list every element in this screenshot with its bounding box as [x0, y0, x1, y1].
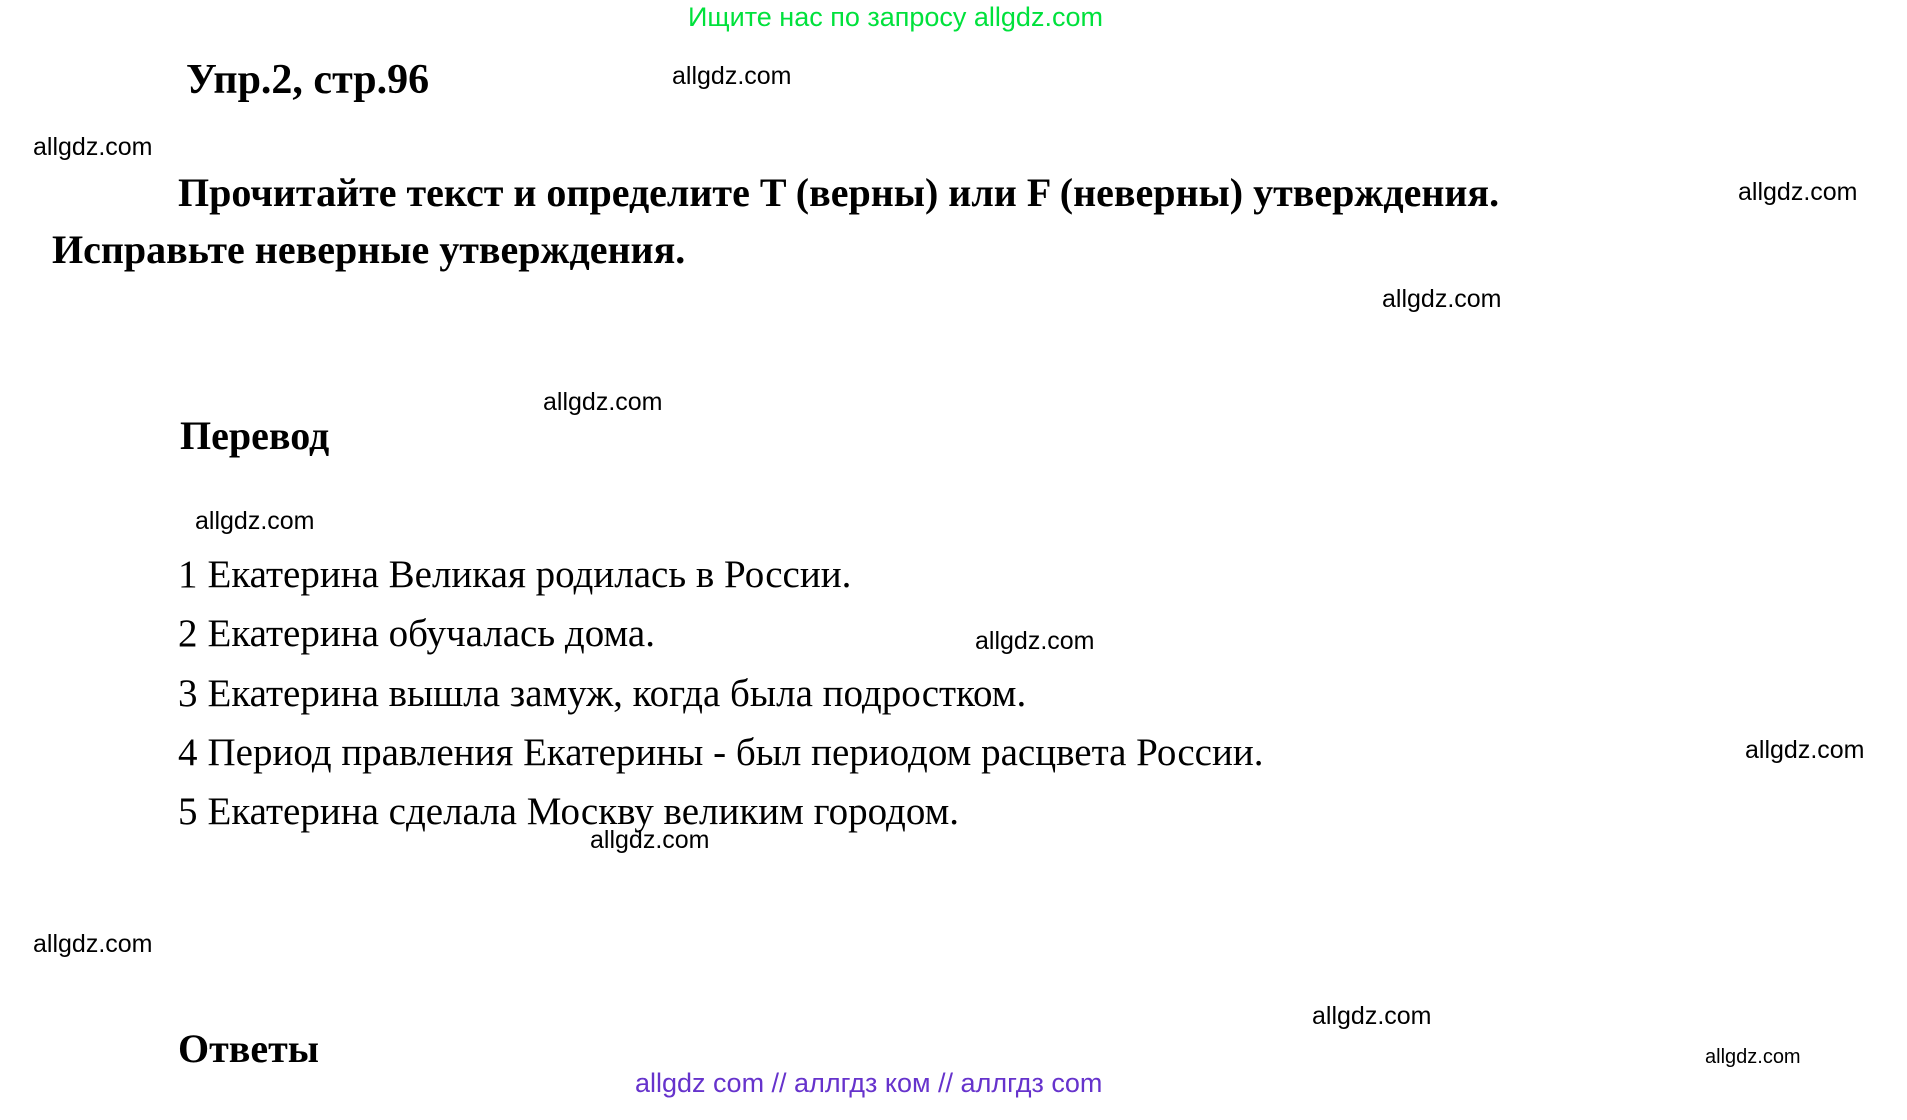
- list-item: [52, 545, 1612, 604]
- watermark: allgdz.com: [975, 627, 1095, 655]
- watermark: allgdz.com: [33, 930, 153, 958]
- translation-heading: Перевод: [180, 413, 330, 458]
- list-item-text: Екатерина обучалась дома.: [207, 612, 655, 656]
- list-item-number: 1: [178, 553, 198, 596]
- list-item-text: Период правления Екатерины - был периодом расцвета России.: [207, 730, 1264, 774]
- watermark: allgdz.com: [1382, 285, 1502, 313]
- promo-banner-top: Ищите нас по запросу allgdz.com: [688, 2, 1103, 32]
- watermark: allgdz.com: [1705, 1046, 1801, 1068]
- list-item-number: 4: [178, 730, 198, 774]
- list-item: [52, 604, 1612, 663]
- promo-footer: allgdz com // аллгдз ком // аллгдз com: [635, 1068, 1103, 1098]
- watermark: allgdz.com: [1738, 178, 1858, 206]
- list-item-text: Екатерина Великая родилась в России.: [207, 553, 852, 596]
- list-item: [52, 782, 1612, 841]
- watermark: allgdz.com: [195, 507, 315, 535]
- watermark: allgdz.com: [543, 388, 663, 416]
- task-instruction: Прочитайте текст и определите T (верны) или F (неверны) утверждения. Исправьте неверные утверждения.: [52, 170, 1500, 272]
- watermark: allgdz.com: [672, 62, 792, 90]
- list-item-text: Екатерина вышла замуж, когда была подростком.: [207, 671, 1027, 715]
- watermark: allgdz.com: [1745, 736, 1865, 764]
- watermark: allgdz.com: [1312, 1002, 1432, 1030]
- watermark: allgdz.com: [590, 826, 710, 854]
- watermark: allgdz.com: [33, 133, 153, 161]
- list-item: [52, 664, 1612, 723]
- list-item-number: 2: [178, 612, 198, 656]
- answers-heading: Ответы: [178, 1026, 319, 1071]
- list-item-number: 5: [178, 790, 198, 834]
- list-item-text: Екатерина сделала Москву великим городом.: [207, 790, 960, 834]
- list-item-number: 3: [178, 671, 198, 715]
- statement-list: [52, 545, 1612, 841]
- list-item: [52, 723, 1612, 782]
- exercise-title: Упр.2, стр.96: [186, 57, 430, 103]
